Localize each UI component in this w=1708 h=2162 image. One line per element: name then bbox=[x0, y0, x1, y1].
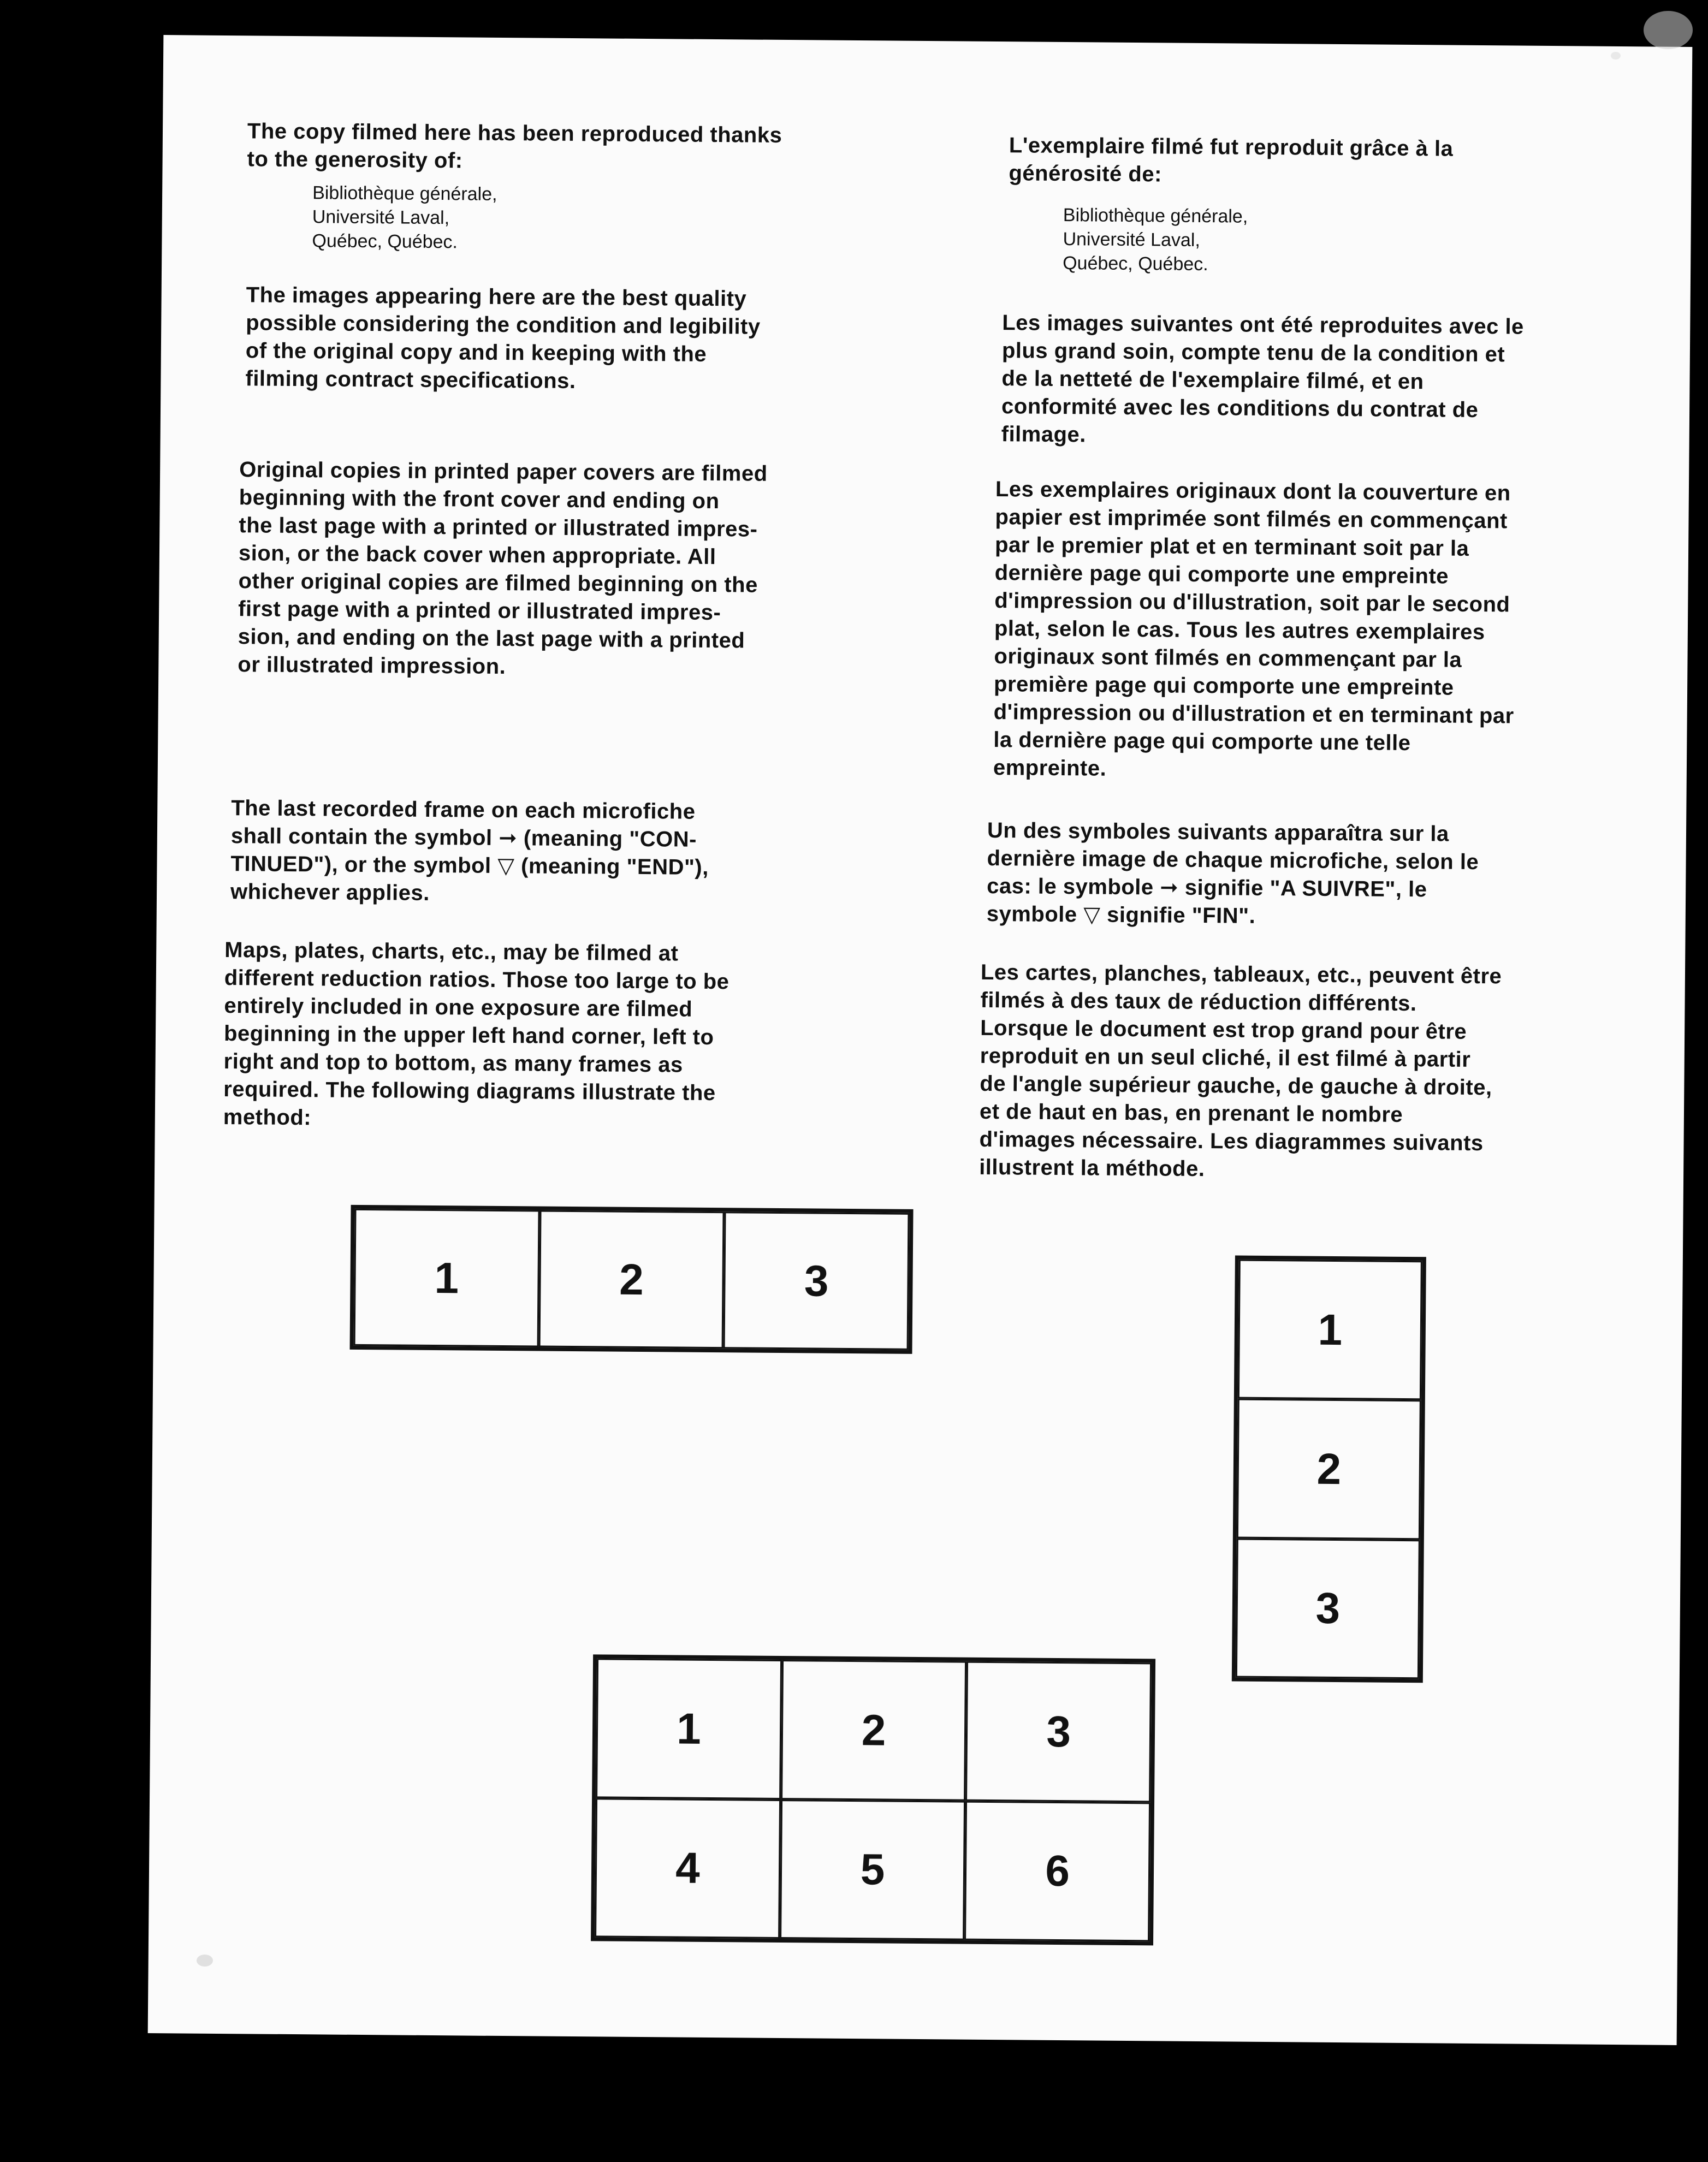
english-symbols-notice: The last recorded frame on each microfiche shall contain the symbol ➞ (meaning "CON- TINUED"), or the symbol ▽ (meaning "END"), whichever applies. bbox=[230, 796, 709, 905]
frame-cell: 5 bbox=[780, 1799, 966, 1940]
frame-cell: 3 bbox=[965, 1661, 1152, 1802]
film-speck bbox=[1611, 52, 1621, 60]
frame-cell: 6 bbox=[964, 1801, 1150, 1941]
french-originals-notice: Les exemplaires originaux dont la couverture en papier est imprimée sont filmés en commençant par le premier plat et en terminant soit par la dernière page qui comporte une empreinte d'impression ou d'illustration, soit par le second plat, selon le cas. Tous les autres exemplaires originaux sont filmés en commençant par la première page qui comporte une empreinte d'impression ou d'illustration et en terminant par la dernière page qui comporte une telle empreinte. bbox=[993, 477, 1514, 781]
diagram-column-frames bbox=[1232, 1256, 1426, 1683]
frame-cell: 3 bbox=[723, 1211, 910, 1350]
frame-cell: 2 bbox=[538, 1210, 725, 1349]
french-intro: L'exemplaire filmé fut reproduit grâce à la générosité de: bbox=[1009, 133, 1454, 187]
diagram-grid-frames bbox=[591, 1654, 1155, 1945]
english-maps-notice: Maps, plates, charts, etc., may be filmed at different reduction ratios. Those too large to be entirely included in one exposure are filmed beginning in the upper left hand corner, left to right and top to bottom, as many frames as required. The following diagrams illustrate the method: bbox=[223, 937, 730, 1130]
english-originals-notice: Original copies in printed paper covers are filmed beginning with the front cover and ending on the last page with a printed or illustrated impres- sion, or the back cover when appropriate. All other original copies are filmed beginning on the first page with a printed or illustrated impres- sion, and ending on the last page with a printed or illustrated impression. bbox=[238, 458, 768, 679]
frame-cell: 2 bbox=[781, 1660, 967, 1801]
english-institution: Bibliothèque générale, Université Laval, Québec, Québec. bbox=[312, 182, 497, 253]
film-speck bbox=[197, 1955, 213, 1967]
french-maps-notice: Les cartes, planches, tableaux, etc., peuvent être filmés à des taux de réduction différents. Lorsque le document est trop grand pour être reproduit en un seul cliché, il est filmé à partir de l'angle supérieur gauche, de gauche à droite, et de haut en bas, en prenant le nombre d'images nécessaire. Les diagrammes suivants illustrent la méthode. bbox=[979, 960, 1502, 1181]
frame-cell: 4 bbox=[595, 1798, 781, 1939]
frame-cell: 2 bbox=[1237, 1399, 1421, 1540]
diagram-row-frames bbox=[350, 1205, 914, 1354]
english-quality-notice: The images appearing here are the best quality possible considering the condition and legibility of the original copy and in keeping with the filming contract specifications. bbox=[245, 283, 761, 394]
frame-cell: 1 bbox=[596, 1658, 782, 1799]
french-quality-notice: Les images suivantes ont été reproduites avec le plus grand soin, compte tenu de la condition et de la netteté de l'exemplaire filmé, et en conformité avec les conditions du contrat de filmage. bbox=[1001, 311, 1524, 447]
microfiche-target-page bbox=[148, 35, 1693, 2045]
film-speck bbox=[1644, 11, 1693, 49]
frame-cell: 1 bbox=[1238, 1260, 1422, 1400]
french-institution: Bibliothèque générale, Université Laval, Québec, Québec. bbox=[1063, 205, 1248, 275]
french-symbols-notice: Un des symboles suivants apparaîtra sur la dernière image de chaque microfiche, selon le cas: le symbole ➞ signifie "A SUIVRE", le symbole ▽ signifie "FIN". bbox=[986, 818, 1479, 928]
english-intro: The copy filmed here has been reproduced thanks to the generosity of: bbox=[247, 119, 782, 173]
frame-cell: 3 bbox=[1236, 1538, 1420, 1679]
frame-cell: 1 bbox=[354, 1209, 540, 1347]
